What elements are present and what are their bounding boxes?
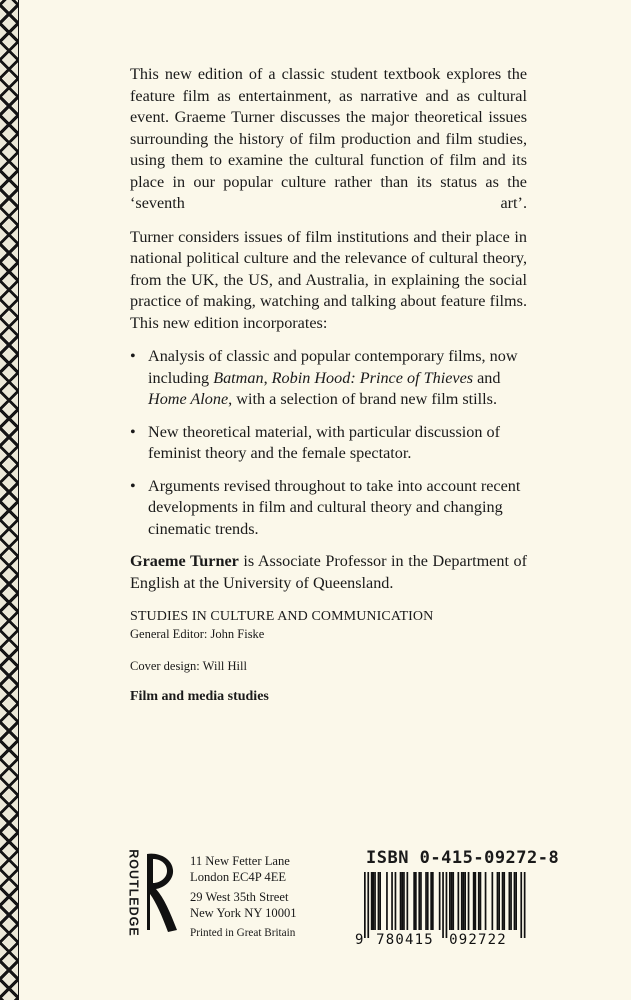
barcode-bar: [395, 872, 397, 930]
barcode-bar: [373, 872, 375, 930]
barcode-guard-bar: [520, 872, 522, 938]
routledge-logo-icon: [144, 852, 180, 934]
film-title: Home Alone: [148, 390, 229, 408]
barcode-bar: [400, 872, 402, 930]
barcode-bar: [464, 872, 466, 930]
subject-category: Film and media studies: [130, 689, 269, 704]
feature-list: [130, 346, 527, 540]
barcode-bar: [480, 872, 482, 930]
barcode-bar: [432, 872, 434, 930]
isbn-label: ISBN 0-415-09272-8: [366, 848, 560, 868]
barcode-bars: [364, 872, 526, 938]
barcode-bar: [510, 872, 512, 930]
barcode-bar: [463, 872, 465, 930]
barcode-bar: [514, 872, 516, 930]
barcode-bar: [509, 872, 511, 930]
barcode-bar: [515, 872, 517, 930]
barcode-bar: [497, 872, 499, 930]
barcode-bar: [498, 872, 500, 930]
barcode-first-digit: 9: [355, 932, 364, 946]
barcode-bar: [478, 872, 480, 930]
barcode-bar: [430, 872, 432, 930]
author-name: Graeme Turner: [130, 552, 239, 570]
barcode-bar: [475, 872, 477, 930]
barcode-guard-bar: [524, 872, 526, 938]
barcode-bar: [458, 872, 460, 930]
barcode-bar: [468, 872, 470, 930]
film-title: Robin Hood: Prince of Thieves: [271, 368, 474, 387]
series-editor: General Editor: John Fiske: [130, 627, 265, 641]
barcode-bar: [449, 872, 451, 930]
barcode-guard-bar: [446, 872, 448, 938]
barcode-bar: [371, 872, 373, 930]
barcode-bar: [502, 872, 504, 930]
barcode: [350, 872, 532, 946]
barcode-bar: [439, 872, 441, 930]
barcode-bar: [503, 872, 505, 930]
barcode-guard-bar: [442, 872, 444, 938]
address-line: London EC4P 4EE: [190, 870, 287, 884]
barcode-bar: [418, 872, 420, 930]
blurb-paragraph-2: Turner considers issues of film institutions and their place in national political culture and the relevance of cultural theory, from the UK, the US, and Australia, in explaining the social practice of making, watching and talking about feature films. This new edition incorporates:: [130, 227, 527, 332]
barcode-bar: [420, 872, 422, 930]
barcode-bar: [425, 872, 427, 930]
address-line: New York NY 10001: [190, 906, 297, 920]
barcode-bar: [427, 872, 429, 930]
back-cover-text: [130, 64, 527, 708]
list-item: • Analysis of classic and popular contemporary films, now including Batman, Robin Hood: Prince of Thieves and Home Alone, with a selection of brand new film stills.: [130, 347, 518, 408]
series-title: STUDIES IN CULTURE AND COMMUNICATION: [130, 609, 434, 624]
barcode-bar: [386, 872, 388, 930]
list-item: • Arguments revised throughout to take into account recent developments in film and cultural theory and changing cinematic trends.: [130, 476, 521, 538]
barcode-bar: [403, 872, 405, 930]
barcode-bar: [391, 872, 393, 930]
address-line: 11 New Fetter Lane: [190, 854, 290, 868]
cover-design-credit: Cover design: Will Hill: [130, 659, 247, 673]
bullet-marker: •: [130, 347, 136, 365]
barcode-guard-bar: [367, 872, 369, 938]
barcode-bar: [407, 872, 409, 930]
film-title: Batman: [213, 368, 264, 387]
barcode-bar: [461, 872, 463, 930]
barcode-bar: [492, 872, 494, 930]
barcode-bar: [374, 872, 376, 930]
list-item: • New theoretical material, with particular discussion of feminist theory and the female spectator.: [130, 422, 500, 462]
barcode-bar: [401, 872, 403, 930]
barcode-bar: [413, 872, 415, 930]
barcode-bar: [415, 872, 417, 930]
barcode-bar: [452, 872, 454, 930]
printed-in: Printed in Great Britain: [190, 927, 296, 939]
barcode-guard-bar: [364, 872, 366, 938]
barcode-bar: [473, 872, 475, 930]
barcode-bar: [378, 872, 380, 930]
author-bio: Graeme Turner is Associate Professor in the Department of English at the University of Queensland.: [130, 552, 527, 592]
address-line: 29 West 35th Street: [190, 890, 289, 904]
barcode-right-group: 092722: [449, 932, 507, 946]
publisher-addresses: [190, 853, 297, 941]
blurb-paragraph-1: This new edition of a classic student textbook explores the feature film as entertainment, as narrative and as cultural event. Graeme Turner discusses the major theoretical issues surrounding the history of film production and film studies, using them to examine the cultural function of film and its place in our popular culture rather than its status as the ‘seventh art’.: [130, 65, 527, 212]
barcode-bar: [451, 872, 453, 930]
bullet-marker: •: [130, 422, 136, 441]
barcode-bar: [485, 872, 487, 930]
spine-pattern: [0, 0, 19, 1000]
publisher-logo-text: ROUTLEDGE: [127, 849, 142, 937]
barcode-bar: [379, 872, 381, 930]
barcode-left-group: 780415: [376, 932, 434, 946]
bullet-marker: •: [130, 476, 136, 495]
